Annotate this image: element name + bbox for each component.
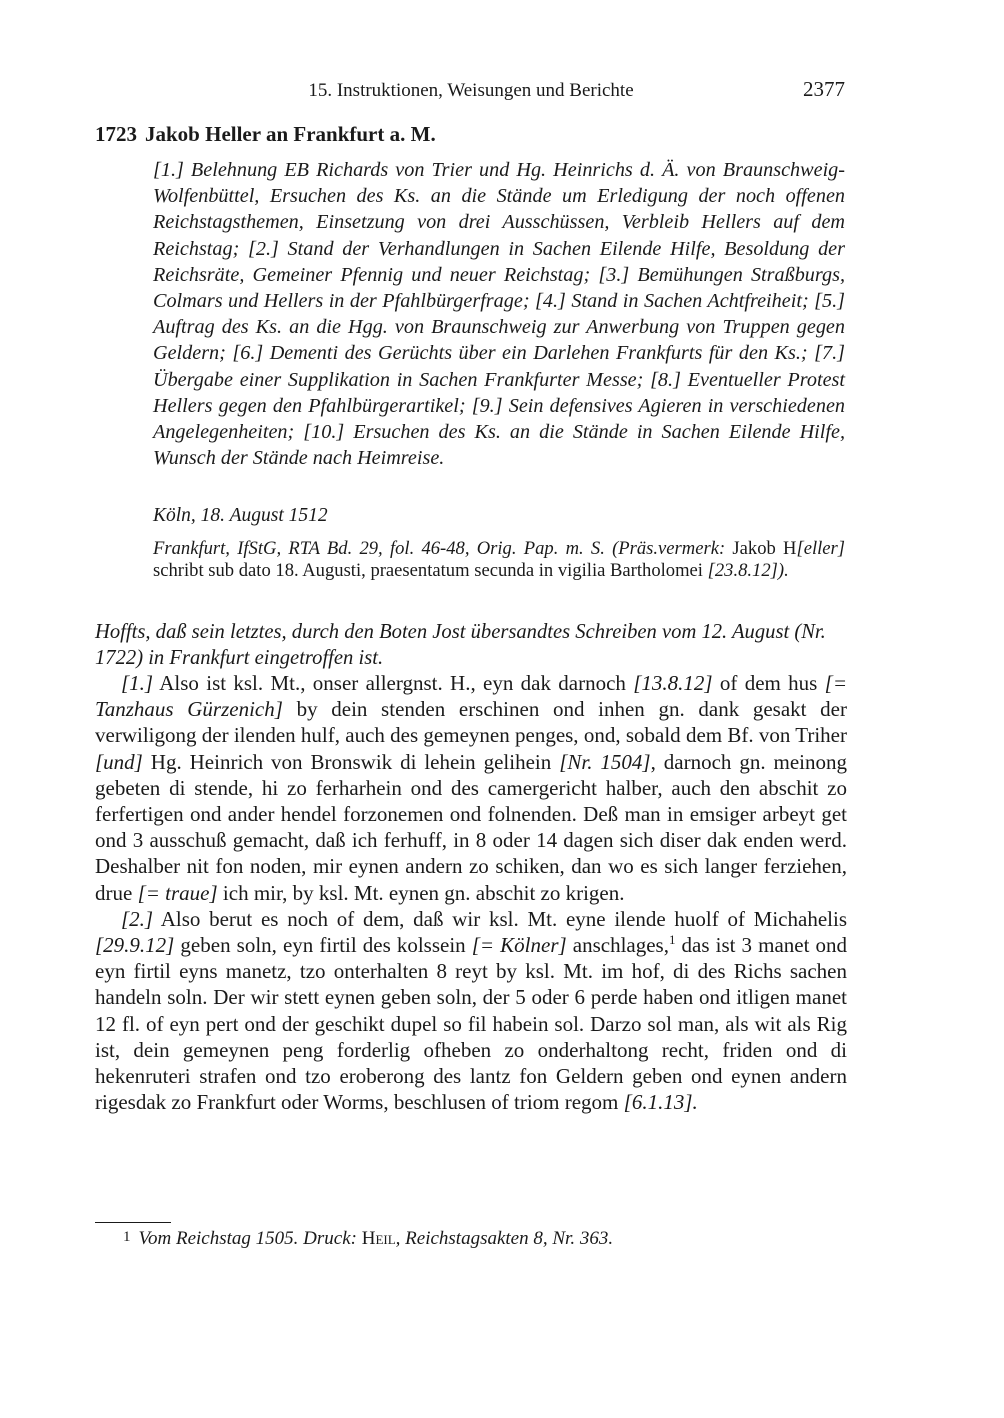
editorial-note: [= Tanzhaus Gürzenich] — [95, 671, 847, 722]
editorial-note: [6.1.13]. — [623, 1090, 698, 1115]
source-note — [153, 538, 845, 582]
editorial-note: [= traue] — [137, 880, 218, 905]
page-number: 2377 — [803, 77, 845, 101]
section-marker-1: [1.] — [121, 671, 154, 695]
section-marker-2: [2.] — [121, 906, 154, 931]
source-text-1: Jakob H — [725, 538, 797, 559]
summary-text: [1.] Belehnung EB Richards von Trier und Hg. Heinrichs d. Ä. von Braunschweig-Wolfenbüttel, Ersuchen des Ks. an die Stände um Erledigung der noch offenen Reichstagsthemen, Einsetzung von drei Ausschüssen, Verbleib Hellers auf dem Reichstag; [2.] Stand der Verhandlungen in Sachen Eilende Hilfe, Besoldung der Reichsräte, Gemeiner Pfennig und neuer Reichstag; [3.] Bemühungen Straßburgs, Colmars und Hellers in der Pfahlbürgerfrage; [4.] Stand in Sachen Achtfreiheit; [5.] Auftrag des Ks. an die Hgg. von Braunschweig zur Anwerbung von Truppen gegen Geldern; [6.] Dementi des Gerüchts über ein Darlehen Frankfurts für den Ks.; [7.] Übergabe einer Supplikation in Sachen Frankfurter Messe; [8.] Eventueller Protest Hellers gegen den Pfahlbürgerartikel; [9.] Sein defensives Agieren in verschiedenen Angelegenheiten; [10.] Ersuchen des Ks. an die Stände in Sachen Eilende Hilfe, Wunsch der Stände nach Heimreise. — [153, 159, 845, 470]
text-segment: Also berut es noch of dem, daß wir ksl. Mt. eyne ilende huolf of Michahelis — [153, 906, 847, 931]
paragraph-2 — [95, 906, 847, 1116]
source-text-2: schribt sub dato 18. Augusti, praesentatum secunda in vigilia Bartholomei — [153, 560, 708, 581]
regest-summary — [153, 157, 845, 471]
editorial-note: [13.8.12] — [633, 671, 713, 695]
text-segment: Hg. Heinrich von Bronswik di lehein gelihein — [142, 749, 560, 774]
page-header — [95, 77, 847, 108]
text-segment: by dein stenden erschinen ond inhen gn. dank gesakt der verwiligong der ilenden hulf, auch des gemeynen penges, ond, sobald dem Bf. von Triher — [95, 697, 847, 748]
text-segment: , darnoch gn. meinong gebeten di stende, hi zo ferharhein ond des camergericht halber, auch den abschit zo ferfertigen ond ander hendel forzonemen ond folnenden. Deß man in emsiger arbeyt get ond 3 ausschuß gemacht, daß ich ferhuff, in 8 oder 14 dagen sich diser dak enden werd. Deshalber nit fon noden, mir eynen andern zo schiken, dan wo es sich langer ferziehen, drue — [95, 749, 848, 905]
text-segment: das ist 3 manet ond eyn firtil eyns manetz, tzo onterhalten 8 reyt by ksl. Mt. im hof, di des Richs sachen handeln soln. Der wir stett eynen geben soln, der 5 oder 6 perde haben ond itligen manet 12 fl. of eyn pert ond der geschikt dupel so fil habein sol. Darzo sol man, als wit als Rig ist, dein gemeynen peng forderlig ofheben zo onderhaltong recht, friden ond di hekenruteri strafen ond tzo eroberong des lantz fon Geldern geben ond eynen andern rigesdak zo Frankfurt oder Worms, beschlusen of triom regom — [95, 933, 847, 1115]
editorial-note: [29.9.12] — [95, 933, 175, 958]
footnote-number: 1 — [123, 1229, 131, 1245]
text-segment: anschlages, — [566, 933, 669, 958]
intro-paragraph: Hoffts, daß sein letztes, durch den Boten Jost übersandtes Schreiben vom 12. August (Nr. 1722) in Frankfurt eingetroffen ist. — [95, 621, 826, 670]
editorial-note: [Nr. 1504] — [559, 749, 651, 774]
text-segment: geben soln, eyn firtil des kolssein — [174, 933, 472, 958]
footnote-author: Heil — [361, 1228, 396, 1249]
letter-body — [95, 670, 847, 1115]
document-number: 1723 — [95, 122, 137, 146]
place-date: Köln, 18. August 1512 — [153, 505, 328, 526]
document-title: Jakob Heller an Frankfurt a. M. — [145, 122, 436, 146]
paragraph-1 — [95, 670, 847, 906]
source-editorial-1: [eller] — [796, 538, 846, 559]
footnote-text-1: Vom Reichstag 1505. Druck: — [138, 1228, 362, 1249]
footnote-text-2: , Reichstagsakten 8, Nr. 363. — [395, 1228, 614, 1249]
text-segment: ich mir, by ksl. Mt. eynen gn. abschit zo krigen. — [217, 880, 625, 905]
document-heading — [95, 122, 436, 147]
editorial-note: [und] — [95, 749, 143, 774]
text-segment: Also ist ksl. Mt., onser allergnst. H., eyn dak darnoch — [153, 671, 634, 695]
source-editorial-2: [23.8.12]). — [707, 560, 789, 581]
editorial-note: [= Kölner] — [471, 933, 567, 958]
running-head: 15. Instruktionen, Weisungen und Berichte — [308, 80, 634, 101]
text-segment: of dem hus — [712, 671, 825, 695]
footnote-reference[interactable]: 1 — [668, 932, 676, 948]
footnote-rule — [95, 1222, 171, 1223]
footnote — [123, 1228, 613, 1250]
source-archive: Frankfurt, IfStG, RTA Bd. 29, fol. 46-48, Orig. Pap. m. S. (Präs.vermerk: — [153, 538, 726, 559]
